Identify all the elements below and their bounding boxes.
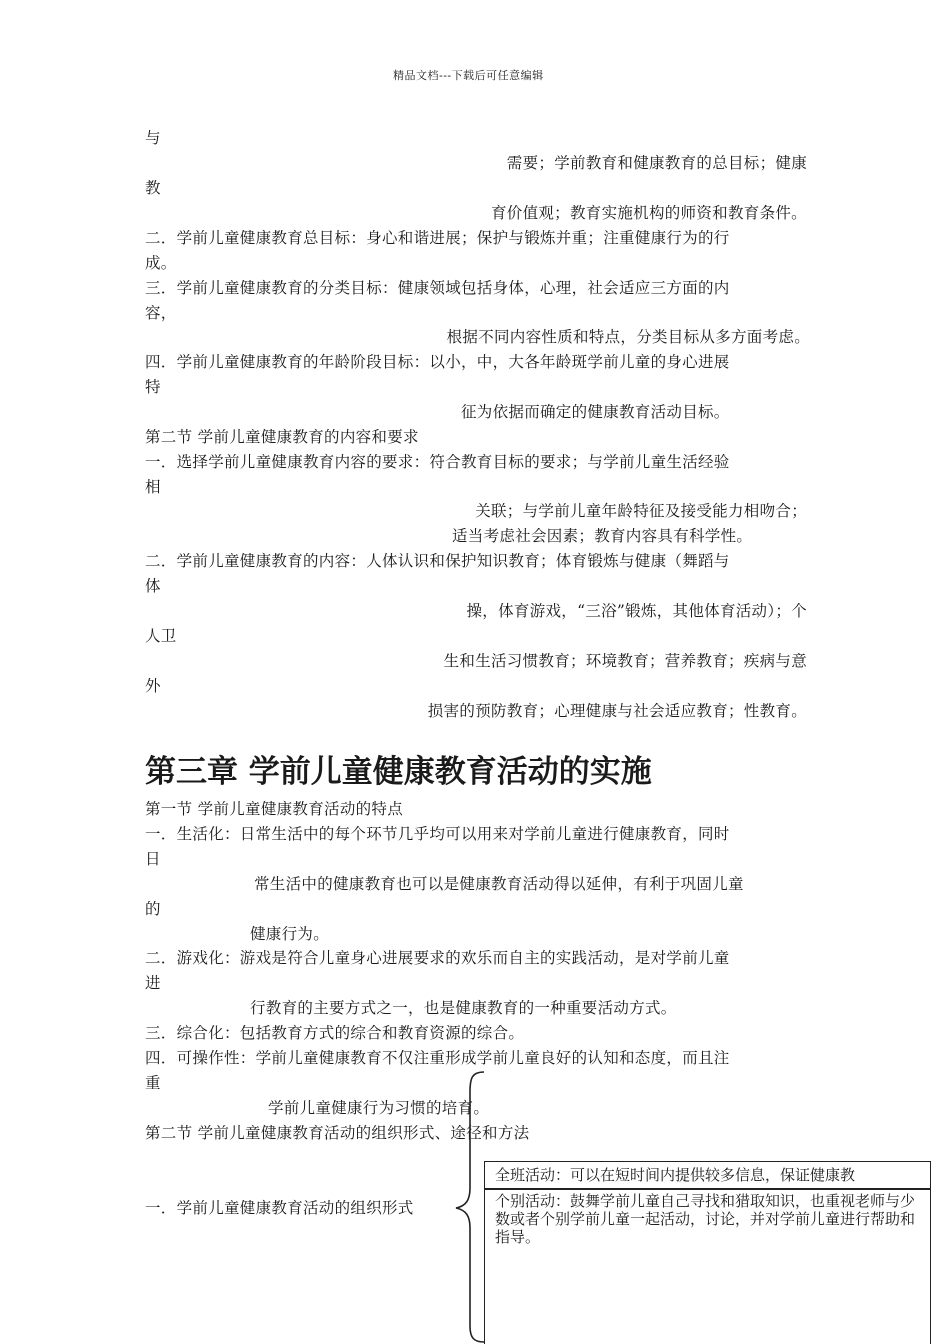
text-line: 需要；学前教育和健康教育的总目标；健康	[506, 154, 807, 172]
text-line: 体	[145, 577, 161, 595]
text-line: 常生活中的健康教育也可以是健康教育活动得以延伸，有利于巩固儿童	[254, 875, 744, 893]
section-title: 第二节 学前儿童健康教育活动的组织形式、途径和方法	[145, 1124, 530, 1142]
section-title: 第一节 学前儿童健康教育活动的特点	[145, 800, 404, 818]
text-line: 一．选择学前儿童健康教育内容的要求：符合教育目标的要求；与学前儿童生活经验	[145, 453, 730, 471]
text-line: 特	[145, 378, 161, 396]
text-line: 四．可操作性：学前儿童健康教育不仅注重形成学前儿童良好的认知和态度，而且注	[145, 1049, 730, 1067]
text-line: 三．学前儿童健康教育的分类目标：健康领域包括身体，心理，社会适应三方面的内	[145, 279, 730, 297]
text-line: 进	[145, 974, 161, 992]
text-line: 重	[145, 1074, 161, 1092]
text-line: 一．学前儿童健康教育活动的组织形式	[145, 1199, 414, 1217]
chapter-heading: 第三章 学前儿童健康教育活动的实施	[145, 754, 652, 790]
callout-box-class-activity: 全班活动：可以在短时间内提供较多信息，保证健康教	[484, 1161, 931, 1189]
text-line: 三．综合化：包括教育方式的综合和教育资源的综合。	[145, 1024, 525, 1042]
text-line: 征为依据而确定的健康教育活动目标。	[461, 403, 730, 421]
text-line: 四．学前儿童健康教育的年龄阶段目标：以小，中，大各年龄斑学前儿童的身心进展	[145, 353, 730, 371]
text-line: 人卫	[145, 627, 177, 645]
text-line: 学前儿童健康行为习惯的培育。	[268, 1099, 490, 1117]
text-line: 关联；与学前儿童年龄特征及接受能力相吻合；	[475, 502, 807, 520]
text-line: 二．学前儿童健康教育总目标：身心和谐进展；保护与锻炼并重；注重健康行为的行	[145, 229, 730, 247]
text-line: 适当考虑社会因素；教育内容具有科学性。	[452, 527, 753, 545]
section-title: 第二节 学前儿童健康教育的内容和要求	[145, 428, 419, 446]
text-line: 生和生活习惯教育；环境教育；营养教育；疾病与意	[443, 652, 807, 670]
text-line: 一．生活化：日常生活中的每个环节几乎均可以用来对学前儿童进行健康教育，同时	[145, 825, 730, 843]
text-line: 日	[145, 850, 161, 868]
text-line: 的	[145, 900, 161, 918]
text-line: 二．学前儿童健康教育的内容：人体认识和保护知识教育；体育锻炼与健康（舞蹈与	[145, 552, 730, 570]
page-header: 精品文档---下载后可任意编辑	[393, 69, 544, 82]
text-line: 成。	[145, 254, 177, 272]
text-line: 教	[145, 179, 161, 197]
text-line: 损害的预防教育；心理健康与社会适应教育；性教育。	[427, 702, 807, 720]
text-line: 相	[145, 478, 161, 496]
text-line: 根据不同内容性质和特点，分类目标从多方面考虑。	[446, 328, 810, 346]
text-line: 与	[145, 129, 161, 147]
text-line: 二．游戏化：游戏是符合儿童身心进展要求的欢乐而自主的实践活动，是对学前儿童	[145, 949, 730, 967]
callout-box-individual-activity: 个别活动：鼓舞学前儿童自己寻找和猎取知识，也重视老师与少数或者个别学前儿童一起活动，讨论，并对学前儿童进行帮助和指导。	[484, 1189, 931, 1344]
text-line: 容，	[145, 304, 177, 322]
text-line: 操，体育游戏，“三浴”锻炼，其他体育活动）；个	[466, 602, 807, 620]
text-line: 外	[145, 677, 161, 695]
text-line: 育价值观；教育实施机构的师资和教育条件。	[490, 204, 807, 222]
text-line: 行教育的主要方式之一，也是健康教育的一种重要活动方式。	[250, 999, 677, 1017]
text-line: 健康行为。	[250, 925, 330, 943]
